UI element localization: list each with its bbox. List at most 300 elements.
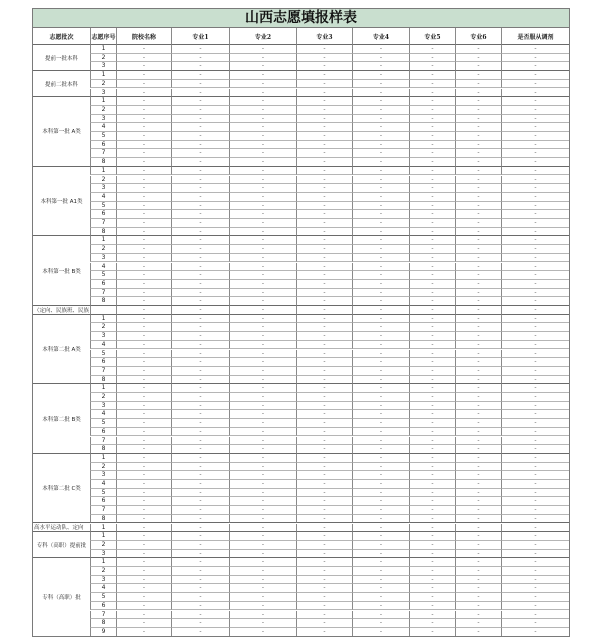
major-5-cell[interactable]: - <box>409 524 455 533</box>
major-1-cell[interactable]: - <box>171 576 229 585</box>
accept-adjust-cell[interactable]: - <box>501 410 570 419</box>
major-3-cell[interactable]: - <box>296 428 352 437</box>
major-6-cell[interactable]: - <box>455 167 501 176</box>
major-3-cell[interactable]: - <box>296 54 352 63</box>
major-4-cell[interactable]: - <box>352 350 409 359</box>
major-1-cell[interactable]: - <box>171 367 229 376</box>
major-3-cell[interactable]: - <box>296 210 352 219</box>
major-3-cell[interactable]: - <box>296 410 352 419</box>
major-2-cell[interactable]: - <box>229 341 296 350</box>
major-5-cell[interactable]: - <box>409 506 455 515</box>
school-cell[interactable]: - <box>116 54 171 63</box>
major-5-cell[interactable]: - <box>409 489 455 498</box>
major-4-cell[interactable]: - <box>352 584 409 593</box>
accept-adjust-cell[interactable]: - <box>501 202 570 211</box>
major-6-cell[interactable]: - <box>455 202 501 211</box>
accept-adjust-cell[interactable]: - <box>501 437 570 446</box>
major-2-cell[interactable]: - <box>229 558 296 567</box>
major-4-cell[interactable]: - <box>352 202 409 211</box>
major-3-cell[interactable]: - <box>296 419 352 428</box>
major-6-cell[interactable]: - <box>455 367 501 376</box>
accept-adjust-cell[interactable]: - <box>501 593 570 602</box>
major-4-cell[interactable]: - <box>352 210 409 219</box>
major-3-cell[interactable]: - <box>296 550 352 559</box>
major-4-cell[interactable]: - <box>352 106 409 115</box>
major-5-cell[interactable]: - <box>409 106 455 115</box>
major-2-cell[interactable]: - <box>229 384 296 393</box>
major-5-cell[interactable]: - <box>409 97 455 106</box>
major-2-cell[interactable]: - <box>229 236 296 245</box>
major-4-cell[interactable]: - <box>352 341 409 350</box>
accept-adjust-cell[interactable]: - <box>501 89 570 98</box>
major-2-cell[interactable]: - <box>229 515 296 524</box>
major-3-cell[interactable]: - <box>296 106 352 115</box>
school-cell[interactable]: - <box>116 315 171 324</box>
major-6-cell[interactable]: - <box>455 158 501 167</box>
major-5-cell[interactable]: - <box>409 176 455 185</box>
accept-adjust-cell[interactable]: - <box>501 497 570 506</box>
major-4-cell[interactable]: - <box>352 384 409 393</box>
major-4-cell[interactable]: - <box>352 367 409 376</box>
major-1-cell[interactable]: - <box>171 384 229 393</box>
major-4-cell[interactable]: - <box>352 71 409 80</box>
major-4-cell[interactable]: - <box>352 611 409 620</box>
major-2-cell[interactable]: - <box>229 576 296 585</box>
major-2-cell[interactable]: - <box>229 45 296 54</box>
major-6-cell[interactable]: - <box>455 106 501 115</box>
major-2-cell[interactable]: - <box>229 480 296 489</box>
major-1-cell[interactable]: - <box>171 184 229 193</box>
accept-adjust-cell[interactable]: - <box>501 619 570 628</box>
accept-adjust-cell[interactable]: - <box>501 506 570 515</box>
major-3-cell[interactable]: - <box>296 445 352 454</box>
accept-adjust-cell[interactable]: - <box>501 254 570 263</box>
major-2-cell[interactable]: - <box>229 115 296 124</box>
major-6-cell[interactable]: - <box>455 263 501 272</box>
major-4-cell[interactable]: - <box>352 541 409 550</box>
major-2-cell[interactable]: - <box>229 506 296 515</box>
major-1-cell[interactable]: - <box>171 428 229 437</box>
major-4-cell[interactable]: - <box>352 280 409 289</box>
school-cell[interactable]: - <box>116 271 171 280</box>
major-1-cell[interactable]: - <box>171 515 229 524</box>
major-2-cell[interactable]: - <box>229 219 296 228</box>
major-3-cell[interactable]: - <box>296 89 352 98</box>
accept-adjust-cell[interactable]: - <box>501 167 570 176</box>
major-3-cell[interactable]: - <box>296 132 352 141</box>
major-4-cell[interactable]: - <box>352 158 409 167</box>
major-5-cell[interactable]: - <box>409 437 455 446</box>
major-2-cell[interactable]: - <box>229 167 296 176</box>
major-3-cell[interactable]: - <box>296 263 352 272</box>
major-1-cell[interactable]: - <box>171 454 229 463</box>
accept-adjust-cell[interactable]: - <box>501 45 570 54</box>
major-3-cell[interactable]: - <box>296 489 352 498</box>
major-6-cell[interactable]: - <box>455 71 501 80</box>
school-cell[interactable]: - <box>116 576 171 585</box>
major-1-cell[interactable]: - <box>171 506 229 515</box>
school-cell[interactable]: - <box>116 132 171 141</box>
major-2-cell[interactable]: - <box>229 149 296 158</box>
major-6-cell[interactable]: - <box>455 271 501 280</box>
major-5-cell[interactable]: - <box>409 341 455 350</box>
major-1-cell[interactable]: - <box>171 584 229 593</box>
major-1-cell[interactable]: - <box>171 558 229 567</box>
school-cell[interactable]: - <box>116 471 171 480</box>
major-1-cell[interactable]: - <box>171 115 229 124</box>
school-cell[interactable]: - <box>116 280 171 289</box>
major-1-cell[interactable]: - <box>171 62 229 71</box>
major-2-cell[interactable]: - <box>229 376 296 385</box>
major-4-cell[interactable]: - <box>352 454 409 463</box>
school-cell[interactable]: - <box>116 558 171 567</box>
major-2-cell[interactable]: - <box>229 445 296 454</box>
major-2-cell[interactable]: - <box>229 428 296 437</box>
major-2-cell[interactable]: - <box>229 62 296 71</box>
major-6-cell[interactable]: - <box>455 332 501 341</box>
major-4-cell[interactable]: - <box>352 193 409 202</box>
accept-adjust-cell[interactable]: - <box>501 115 570 124</box>
major-6-cell[interactable]: - <box>455 541 501 550</box>
school-cell[interactable]: - <box>116 210 171 219</box>
major-4-cell[interactable]: - <box>352 297 409 306</box>
major-3-cell[interactable]: - <box>296 271 352 280</box>
school-cell[interactable]: - <box>116 89 171 98</box>
major-4-cell[interactable]: - <box>352 176 409 185</box>
major-4-cell[interactable]: - <box>352 149 409 158</box>
major-6-cell[interactable]: - <box>455 419 501 428</box>
school-cell[interactable]: - <box>116 497 171 506</box>
major-4-cell[interactable]: - <box>352 558 409 567</box>
major-1-cell[interactable]: - <box>171 315 229 324</box>
major-4-cell[interactable]: - <box>352 184 409 193</box>
major-5-cell[interactable]: - <box>409 410 455 419</box>
major-2-cell[interactable]: - <box>229 393 296 402</box>
major-6-cell[interactable]: - <box>455 410 501 419</box>
major-3-cell[interactable]: - <box>296 62 352 71</box>
major-3-cell[interactable]: - <box>296 280 352 289</box>
major-1-cell[interactable]: - <box>171 611 229 620</box>
accept-adjust-cell[interactable]: - <box>501 106 570 115</box>
major-4-cell[interactable]: - <box>352 576 409 585</box>
school-cell[interactable]: - <box>116 428 171 437</box>
school-cell[interactable]: - <box>116 80 171 89</box>
major-2-cell[interactable]: - <box>229 71 296 80</box>
major-3-cell[interactable]: - <box>296 593 352 602</box>
major-5-cell[interactable]: - <box>409 471 455 480</box>
major-2-cell[interactable]: - <box>229 254 296 263</box>
major-5-cell[interactable]: - <box>409 602 455 611</box>
major-5-cell[interactable]: - <box>409 497 455 506</box>
major-6-cell[interactable]: - <box>455 62 501 71</box>
major-5-cell[interactable]: - <box>409 419 455 428</box>
accept-adjust-cell[interactable]: - <box>501 602 570 611</box>
major-1-cell[interactable]: - <box>171 106 229 115</box>
major-1-cell[interactable]: - <box>171 567 229 576</box>
major-5-cell[interactable]: - <box>409 611 455 620</box>
school-cell[interactable]: - <box>116 454 171 463</box>
school-cell[interactable]: - <box>116 550 171 559</box>
major-3-cell[interactable]: - <box>296 71 352 80</box>
major-5-cell[interactable]: - <box>409 558 455 567</box>
major-4-cell[interactable]: - <box>352 54 409 63</box>
accept-adjust-cell[interactable]: - <box>501 471 570 480</box>
major-4-cell[interactable]: - <box>352 236 409 245</box>
accept-adjust-cell[interactable]: - <box>501 71 570 80</box>
school-cell[interactable]: - <box>116 376 171 385</box>
major-2-cell[interactable]: - <box>229 611 296 620</box>
major-5-cell[interactable]: - <box>409 297 455 306</box>
major-3-cell[interactable]: - <box>296 576 352 585</box>
major-6-cell[interactable]: - <box>455 576 501 585</box>
major-5-cell[interactable]: - <box>409 384 455 393</box>
school-cell[interactable]: - <box>116 619 171 628</box>
accept-adjust-cell[interactable]: - <box>501 184 570 193</box>
major-5-cell[interactable]: - <box>409 550 455 559</box>
major-1-cell[interactable]: - <box>171 89 229 98</box>
major-5-cell[interactable]: - <box>409 350 455 359</box>
major-1-cell[interactable]: - <box>171 445 229 454</box>
major-5-cell[interactable]: - <box>409 376 455 385</box>
major-6-cell[interactable]: - <box>455 149 501 158</box>
major-1-cell[interactable]: - <box>171 480 229 489</box>
major-6-cell[interactable]: - <box>455 89 501 98</box>
school-cell[interactable]: - <box>116 245 171 254</box>
major-2-cell[interactable]: - <box>229 106 296 115</box>
major-2-cell[interactable]: - <box>229 350 296 359</box>
major-6-cell[interactable]: - <box>455 254 501 263</box>
major-6-cell[interactable]: - <box>455 524 501 533</box>
accept-adjust-cell[interactable]: - <box>501 149 570 158</box>
major-1-cell[interactable]: - <box>171 619 229 628</box>
major-5-cell[interactable]: - <box>409 132 455 141</box>
major-3-cell[interactable]: - <box>296 384 352 393</box>
accept-adjust-cell[interactable]: - <box>501 532 570 541</box>
major-4-cell[interactable]: - <box>352 115 409 124</box>
accept-adjust-cell[interactable]: - <box>501 376 570 385</box>
major-6-cell[interactable]: - <box>455 45 501 54</box>
major-6-cell[interactable]: - <box>455 480 501 489</box>
major-2-cell[interactable]: - <box>229 97 296 106</box>
major-1-cell[interactable]: - <box>171 228 229 237</box>
major-5-cell[interactable]: - <box>409 532 455 541</box>
school-cell[interactable]: - <box>116 332 171 341</box>
accept-adjust-cell[interactable]: - <box>501 245 570 254</box>
major-1-cell[interactable]: - <box>171 541 229 550</box>
major-4-cell[interactable]: - <box>352 628 409 637</box>
major-3-cell[interactable]: - <box>296 228 352 237</box>
major-2-cell[interactable]: - <box>229 263 296 272</box>
school-cell[interactable]: - <box>116 289 171 298</box>
major-4-cell[interactable]: - <box>352 315 409 324</box>
major-4-cell[interactable]: - <box>352 306 409 315</box>
major-4-cell[interactable]: - <box>352 332 409 341</box>
accept-adjust-cell[interactable]: - <box>501 463 570 472</box>
major-4-cell[interactable]: - <box>352 45 409 54</box>
major-1-cell[interactable]: - <box>171 393 229 402</box>
major-1-cell[interactable]: - <box>171 306 229 315</box>
accept-adjust-cell[interactable]: - <box>501 402 570 411</box>
major-1-cell[interactable]: - <box>171 54 229 63</box>
major-5-cell[interactable]: - <box>409 54 455 63</box>
major-4-cell[interactable]: - <box>352 89 409 98</box>
school-cell[interactable]: - <box>116 445 171 454</box>
major-3-cell[interactable]: - <box>296 611 352 620</box>
major-6-cell[interactable]: - <box>455 376 501 385</box>
major-5-cell[interactable]: - <box>409 445 455 454</box>
major-4-cell[interactable]: - <box>352 602 409 611</box>
major-6-cell[interactable]: - <box>455 437 501 446</box>
major-4-cell[interactable]: - <box>352 567 409 576</box>
major-6-cell[interactable]: - <box>455 506 501 515</box>
major-6-cell[interactable]: - <box>455 323 501 332</box>
major-6-cell[interactable]: - <box>455 593 501 602</box>
major-4-cell[interactable]: - <box>352 402 409 411</box>
major-1-cell[interactable]: - <box>171 497 229 506</box>
major-2-cell[interactable]: - <box>229 619 296 628</box>
major-4-cell[interactable]: - <box>352 167 409 176</box>
major-2-cell[interactable]: - <box>229 532 296 541</box>
accept-adjust-cell[interactable]: - <box>501 350 570 359</box>
major-5-cell[interactable]: - <box>409 367 455 376</box>
major-6-cell[interactable]: - <box>455 141 501 150</box>
major-4-cell[interactable]: - <box>352 254 409 263</box>
major-3-cell[interactable]: - <box>296 115 352 124</box>
major-5-cell[interactable]: - <box>409 158 455 167</box>
school-cell[interactable]: - <box>116 358 171 367</box>
major-1-cell[interactable]: - <box>171 71 229 80</box>
major-6-cell[interactable]: - <box>455 445 501 454</box>
school-cell[interactable]: - <box>116 506 171 515</box>
school-cell[interactable]: - <box>116 228 171 237</box>
major-6-cell[interactable]: - <box>455 228 501 237</box>
accept-adjust-cell[interactable]: - <box>501 524 570 533</box>
school-cell[interactable]: - <box>116 106 171 115</box>
major-5-cell[interactable]: - <box>409 263 455 272</box>
major-1-cell[interactable]: - <box>171 149 229 158</box>
major-5-cell[interactable]: - <box>409 236 455 245</box>
major-5-cell[interactable]: - <box>409 271 455 280</box>
school-cell[interactable]: - <box>116 45 171 54</box>
major-1-cell[interactable]: - <box>171 410 229 419</box>
accept-adjust-cell[interactable]: - <box>501 445 570 454</box>
accept-adjust-cell[interactable]: - <box>501 97 570 106</box>
major-3-cell[interactable]: - <box>296 315 352 324</box>
major-1-cell[interactable]: - <box>171 593 229 602</box>
major-3-cell[interactable]: - <box>296 463 352 472</box>
major-5-cell[interactable]: - <box>409 332 455 341</box>
major-2-cell[interactable]: - <box>229 245 296 254</box>
accept-adjust-cell[interactable]: - <box>501 271 570 280</box>
major-4-cell[interactable]: - <box>352 445 409 454</box>
major-3-cell[interactable]: - <box>296 245 352 254</box>
major-4-cell[interactable]: - <box>352 419 409 428</box>
school-cell[interactable]: - <box>116 184 171 193</box>
major-4-cell[interactable]: - <box>352 497 409 506</box>
accept-adjust-cell[interactable]: - <box>501 315 570 324</box>
major-3-cell[interactable]: - <box>296 480 352 489</box>
major-3-cell[interactable]: - <box>296 402 352 411</box>
major-5-cell[interactable]: - <box>409 280 455 289</box>
accept-adjust-cell[interactable]: - <box>501 332 570 341</box>
accept-adjust-cell[interactable]: - <box>501 297 570 306</box>
major-2-cell[interactable]: - <box>229 271 296 280</box>
major-2-cell[interactable]: - <box>229 210 296 219</box>
accept-adjust-cell[interactable]: - <box>501 541 570 550</box>
school-cell[interactable]: - <box>116 263 171 272</box>
major-2-cell[interactable]: - <box>229 202 296 211</box>
school-cell[interactable]: - <box>116 62 171 71</box>
major-6-cell[interactable]: - <box>455 123 501 132</box>
major-4-cell[interactable]: - <box>352 132 409 141</box>
major-1-cell[interactable]: - <box>171 289 229 298</box>
major-1-cell[interactable]: - <box>171 236 229 245</box>
accept-adjust-cell[interactable]: - <box>501 419 570 428</box>
major-6-cell[interactable]: - <box>455 567 501 576</box>
major-1-cell[interactable]: - <box>171 628 229 637</box>
major-2-cell[interactable]: - <box>229 550 296 559</box>
major-3-cell[interactable]: - <box>296 289 352 298</box>
major-6-cell[interactable]: - <box>455 245 501 254</box>
accept-adjust-cell[interactable]: - <box>501 611 570 620</box>
major-5-cell[interactable]: - <box>409 167 455 176</box>
school-cell[interactable]: - <box>116 410 171 419</box>
major-2-cell[interactable]: - <box>229 132 296 141</box>
major-6-cell[interactable]: - <box>455 611 501 620</box>
major-5-cell[interactable]: - <box>409 515 455 524</box>
major-1-cell[interactable]: - <box>171 245 229 254</box>
school-cell[interactable]: - <box>116 167 171 176</box>
major-1-cell[interactable]: - <box>171 158 229 167</box>
school-cell[interactable]: - <box>116 593 171 602</box>
school-cell[interactable]: - <box>116 193 171 202</box>
accept-adjust-cell[interactable]: - <box>501 54 570 63</box>
major-3-cell[interactable]: - <box>296 358 352 367</box>
major-4-cell[interactable]: - <box>352 437 409 446</box>
major-6-cell[interactable]: - <box>455 471 501 480</box>
major-6-cell[interactable]: - <box>455 132 501 141</box>
accept-adjust-cell[interactable]: - <box>501 80 570 89</box>
major-3-cell[interactable]: - <box>296 532 352 541</box>
major-5-cell[interactable]: - <box>409 45 455 54</box>
major-3-cell[interactable]: - <box>296 176 352 185</box>
major-2-cell[interactable]: - <box>229 358 296 367</box>
accept-adjust-cell[interactable]: - <box>501 454 570 463</box>
major-2-cell[interactable]: - <box>229 323 296 332</box>
major-4-cell[interactable]: - <box>352 358 409 367</box>
major-6-cell[interactable]: - <box>455 289 501 298</box>
major-6-cell[interactable]: - <box>455 628 501 637</box>
school-cell[interactable]: - <box>116 97 171 106</box>
accept-adjust-cell[interactable]: - <box>501 62 570 71</box>
major-6-cell[interactable]: - <box>455 454 501 463</box>
major-3-cell[interactable]: - <box>296 332 352 341</box>
school-cell[interactable]: - <box>116 437 171 446</box>
major-2-cell[interactable]: - <box>229 437 296 446</box>
major-1-cell[interactable]: - <box>171 97 229 106</box>
major-1-cell[interactable]: - <box>171 419 229 428</box>
major-4-cell[interactable]: - <box>352 480 409 489</box>
major-1-cell[interactable]: - <box>171 254 229 263</box>
major-5-cell[interactable]: - <box>409 115 455 124</box>
accept-adjust-cell[interactable]: - <box>501 358 570 367</box>
accept-adjust-cell[interactable]: - <box>501 480 570 489</box>
school-cell[interactable]: - <box>116 158 171 167</box>
accept-adjust-cell[interactable]: - <box>501 141 570 150</box>
major-5-cell[interactable]: - <box>409 202 455 211</box>
accept-adjust-cell[interactable]: - <box>501 210 570 219</box>
major-4-cell[interactable]: - <box>352 289 409 298</box>
